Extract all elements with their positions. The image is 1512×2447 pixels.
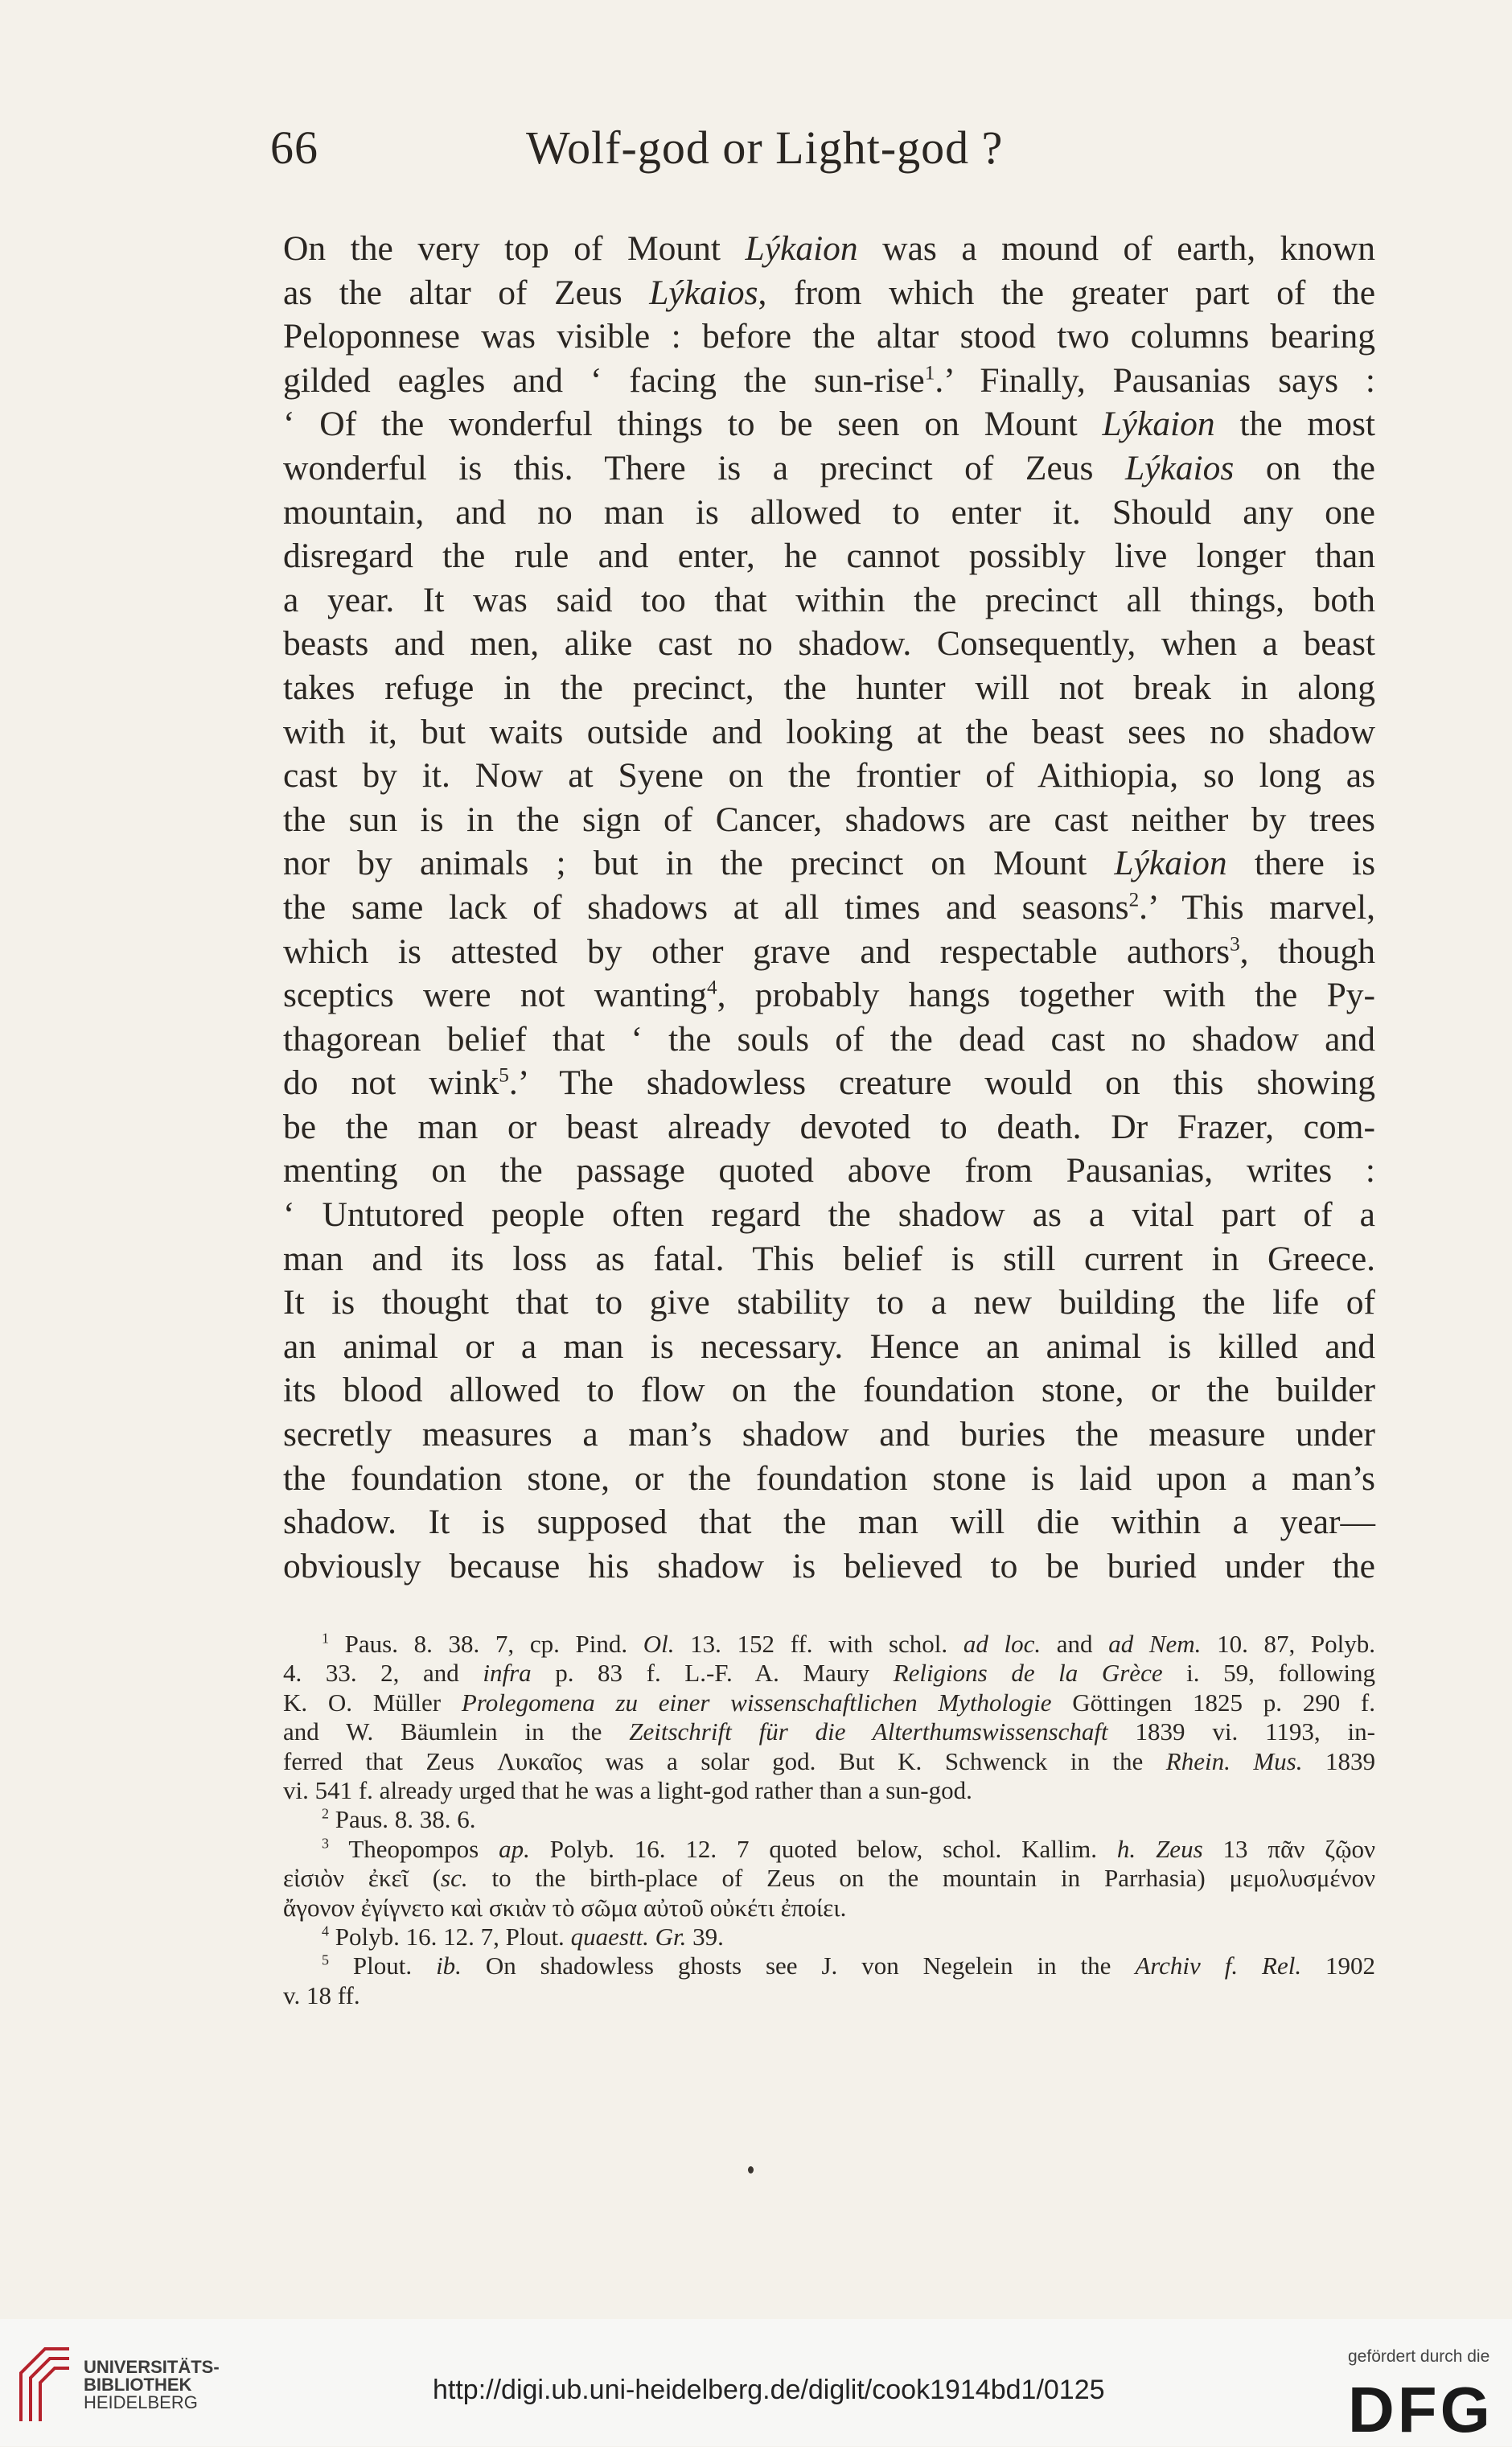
library-name <box>84 2359 220 2412</box>
footnote-line: ἄγονον ἐγίγνετο καὶ σκιὰν τὸ σῶμα αὐτοῦ οὐκέτι ἐποίει. <box>283 1893 847 1922</box>
body-line: obviously because his shadow is believed to be buried under the <box>283 1546 1375 1585</box>
library-name-line: BIBLIOTHEK <box>84 2375 192 2395</box>
body-line: a year. It was said too that within the precinct all things, both <box>283 580 1375 619</box>
body-line: as the altar of Zeus Lýkaios, from which the greater part of the <box>283 273 1375 312</box>
source-url-link[interactable]: http://digi.ub.uni-heidelberg.de/diglit/cook1914bd1/0125 <box>433 2375 1105 2405</box>
body-line: beasts and men, alike cast no shadow. Consequently, when a beast <box>283 624 1375 664</box>
body-line: It is thought that to give stability to a new building the life of <box>283 1283 1375 1322</box>
body-line: disregard the rule and enter, he cannot possibly live longer than <box>283 537 1375 576</box>
body-line: an animal or a man is necessary. Hence an animal is killed and <box>283 1326 1375 1366</box>
body-line: man and its loss as fatal. This belief is still current in Greece. <box>283 1239 1375 1278</box>
footnote-line: ferred that Zeus Λυκαῖος was a solar god. But K. Schwenck in the Rhein. Mus. 1839 <box>283 1746 1375 1775</box>
funded-by-label: gefördert durch die <box>1348 2347 1490 2366</box>
body-line: secretly measures a man’s shadow and buries the measure under <box>283 1415 1375 1454</box>
running-head <box>270 121 1243 185</box>
body-line: nor by animals ; but in the precinct on Mount Lýkaion there is <box>283 844 1376 883</box>
body-line: Peloponnese was visible : before the altar stood two columns bearing <box>283 317 1375 356</box>
footnote-line: 4. 33. 2, and infra p. 83 f. L.-F. A. Maury Religions de la Grèce i. 59, following <box>283 1659 1376 1688</box>
dfg-logo: DFG <box>1348 2374 1494 2445</box>
body-line: On the very top of Mount Lýkaion was a mound of earth, known <box>283 229 1375 268</box>
footnote-line: $^3$ Theopompos ap. Polyb. 16. 12. 7 quoted below, schol. Kallim. h. Zeus 13 πᾶν ζῷον <box>322 1834 1375 1863</box>
body-line: takes refuge in the precinct, the hunter will not break in along <box>283 668 1375 707</box>
body-line: the foundation stone, or the foundation stone is laid upon a man’s <box>283 1458 1375 1498</box>
ink-dot <box>748 2166 754 2174</box>
footnote-line: $^5$ Plout. ib. On shadowless ghosts see J. von Negelein in the Archiv f. Rel. 1902 <box>322 1951 1376 1980</box>
body-text <box>283 227 1375 1588</box>
footnote-line: and W. Bäumlein in the Zeitschrift für die Alterthumswissenschaft 1839 vi. 1193, in- <box>283 1717 1375 1746</box>
body-line: the sun is in the sign of Cancer, shadows are cast neither by trees <box>283 800 1375 839</box>
body-line: mountain, and no man is allowed to enter it. Should any one <box>283 492 1375 532</box>
body-line: do not wink$^5$.’ The shadowless creature would on this showing <box>283 1063 1375 1103</box>
body-line: gilded eagles and ‘ facing the sun-rise$^1$.’ Finally, Pausanias says : <box>283 360 1375 400</box>
library-name-line: HEIDELBERG <box>84 2392 198 2412</box>
footnote-line: εἰσιὸν ἐκεῖ (sc. to the birth-place of Zeus on the mountain in Parrhasia) μεμολυσμένον <box>283 1864 1375 1893</box>
page-title: Wolf-god or Light-god ? <box>526 121 1004 174</box>
body-line: shadow. It is supposed that the man will die within a year— <box>283 1503 1375 1542</box>
footnote-line: $^4$ Polyb. 16. 12. 7, Plout. quaestt. Gr. 39. <box>322 1922 724 1951</box>
body-line: menting on the passage quoted above from Pausanias, writes : <box>283 1151 1375 1191</box>
footnote-line: vi. 541 f. already urged that he was a light-god rather than a sun-god. <box>283 1775 972 1804</box>
body-line: be the man or beast already devoted to death. Dr Frazer, com- <box>283 1107 1375 1146</box>
body-line: which is attested by other grave and respectable authors$^3$, though <box>283 932 1375 971</box>
body-line: thagorean belief that ‘ the souls of the dead cast no shadow and <box>283 1019 1375 1059</box>
footnote-line: v. 18 ff. <box>283 1980 360 2009</box>
body-line: the same lack of shadows at all times and seasons$^2$.’ This marvel, <box>283 887 1375 927</box>
library-name-line: UNIVERSITÄTS- <box>84 2357 220 2377</box>
page-number: 66 <box>270 121 318 174</box>
body-line: ‘ Of the wonderful things to be seen on Mount Lýkaion the most <box>283 405 1376 444</box>
body-line: cast by it. Now at Syene on the frontier of Aithiopia, so long as <box>283 756 1375 796</box>
body-line: with it, but waits outside and looking at the beast sees no shadow <box>283 712 1375 751</box>
footnote-line: $^2$ Paus. 8. 38. 6. <box>322 1805 476 1834</box>
footnotes <box>283 1630 1375 2010</box>
footnote-line: $^1$ Paus. 8. 38. 7, cp. Pind. Ol. 13. 152 ff. with schol. ad loc. and ad Nem. 10. 87, Polyb. <box>322 1630 1375 1658</box>
body-line: its blood allowed to flow on the foundation stone, or the builder <box>283 1371 1375 1410</box>
body-line: wonderful is this. There is a precinct of Zeus Lýkaios on the <box>283 448 1375 487</box>
body-line: ‘ Untutored people often regard the shadow as a vital part of a <box>283 1195 1375 1235</box>
body-line: sceptics were not wanting$^4$, probably hangs together with the Py- <box>283 976 1375 1015</box>
footnote-line: K. O. Müller Prolegomena zu einer wissenschaftlichen Mythologie Göttingen 1825 p. 290 f. <box>283 1688 1376 1717</box>
library-logo-icon <box>13 2341 77 2429</box>
